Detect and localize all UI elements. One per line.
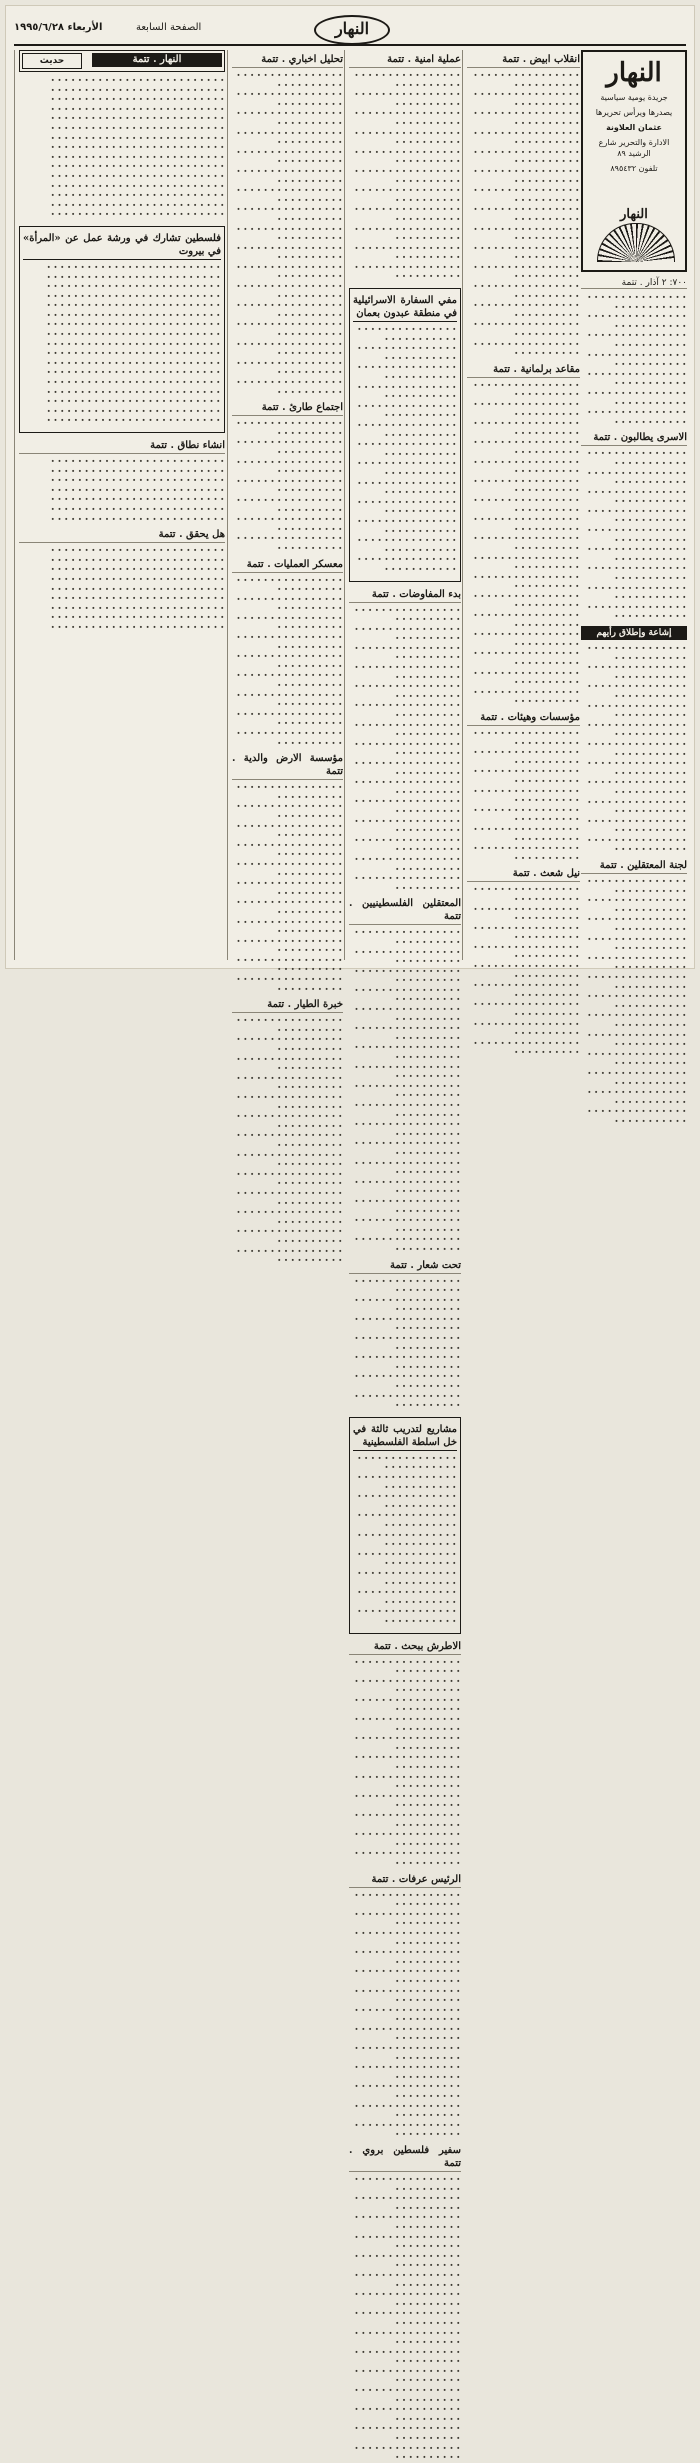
paper-logo-box [581,50,687,272]
article-body-filler: ∙ ∙ ∙ ∙ ∙ ∙ ∙ ∙ ∙ ∙ ∙ ∙ ∙ ∙ ∙ ∙ ∙ ∙ ∙ ∙ ∙ ∙ ∙ ∙ ∙ ∙ ∙ ∙ ∙ ∙ ∙ ∙ ∙ ∙ ∙ ∙ ∙ ∙ ∙ ∙ ∙ ∙ ∙ ∙ ∙ ∙ ∙ ∙ ∙ ∙ ∙ ∙ ∙ ∙ ∙ ∙ ∙ ∙ ∙ ∙ ∙ ∙ ∙ ∙ ∙ ∙ ∙ ∙ ∙ ∙ ∙ ∙ ∙ ∙ ∙ ∙ ∙ ∙ ∙ ∙ ∙ ∙ ∙ ∙ ∙ ∙ ∙ ∙ ∙ ∙ ∙ ∙ ∙ ∙ ∙ ∙ ∙ ∙ ∙ ∙ ∙ ∙ ∙ ∙ ∙ ∙ ∙ ∙ ∙ ∙ ∙ ∙ ∙ ∙ ∙ ∙ ∙ ∙ ∙ ∙ ∙ ∙ ∙ ∙ ∙ ∙ ∙ ∙ ∙ ∙ ∙ ∙ ∙ ∙ ∙ ∙ ∙ ∙ ∙ ∙ ∙ ∙ ∙ ∙ ∙ ∙ ∙ ∙ ∙ ∙ ∙ ∙ ∙ ∙ ∙ ∙ ∙ ∙ ∙ ∙ ∙ ∙ ∙ ∙ ∙ ∙ ∙ ∙ ∙ ∙ ∙ ∙ ∙ ∙ ∙ ∙ ∙ ∙ ∙ ∙ ∙ ∙ ∙ ∙ ∙ ∙ ∙ ∙ ∙ ∙ ∙ ∙ ∙ ∙ ∙ ∙ ∙ ∙ ∙ ∙ ∙ ∙ ∙ ∙ ∙ ∙ ∙ ∙ ∙ ∙ ∙ ∙ ∙ ∙ ∙ ∙ ∙ ∙ ∙ ∙ ∙ ∙ ∙ ∙ ∙ ∙ ∙ ∙ ∙ ∙ ∙ ∙ ∙ ∙ [50,546,225,631]
column-1 [581,50,687,1125]
newspaper-page [6,6,694,2462]
paper-logo-address: الادارة والتحرير شارع الرشيد ٨٩ [598,138,670,158]
boxed-article [349,288,461,581]
article-body-filler: ∙ ∙ ∙ ∙ ∙ ∙ ∙ ∙ ∙ ∙ ∙ ∙ ∙ ∙ ∙ ∙ ∙ ∙ ∙ ∙ ∙ ∙ ∙ ∙ ∙ ∙ ∙ ∙ ∙ ∙ ∙ ∙ ∙ ∙ ∙ ∙ ∙ ∙ ∙ ∙ ∙ ∙ ∙ ∙ ∙ ∙ ∙ ∙ ∙ ∙ ∙ ∙ ∙ ∙ ∙ ∙ ∙ ∙ ∙ ∙ ∙ ∙ ∙ ∙ ∙ ∙ ∙ ∙ ∙ ∙ ∙ ∙ ∙ ∙ ∙ ∙ ∙ ∙ ∙ ∙ ∙ ∙ ∙ ∙ ∙ ∙ ∙ ∙ ∙ ∙ ∙ ∙ ∙ ∙ ∙ ∙ ∙ ∙ ∙ ∙ ∙ ∙ ∙ ∙ ∙ ∙ ∙ ∙ ∙ ∙ ∙ ∙ ∙ ∙ ∙ ∙ ∙ ∙ ∙ ∙ ∙ ∙ ∙ ∙ ∙ ∙ ∙ ∙ ∙ ∙ ∙ ∙ ∙ ∙ ∙ ∙ ∙ ∙ ∙ ∙ ∙ ∙ ∙ ∙ ∙ ∙ ∙ ∙ ∙ ∙ ∙ ∙ ∙ ∙ ∙ ∙ ∙ ∙ ∙ ∙ ∙ ∙ ∙ ∙ ∙ ∙ ∙ ∙ ∙ ∙ ∙ ∙ ∙ ∙ ∙ ∙ ∙ ∙ ∙ ∙ ∙ ∙ ∙ ∙ ∙ ∙ ∙ ∙ ∙ ∙ ∙ ∙ ∙ ∙ ∙ ∙ ∙ ∙ ∙ ∙ ∙ ∙ ∙ ∙ ∙ ∙ ∙ ∙ ∙ ∙ ∙ ∙ ∙ ∙ ∙ ∙ ∙ ∙ ∙ ∙ ∙ ∙ ∙ ∙ ∙ ∙ ∙ ∙ ∙ ∙ ∙ ∙ ∙ ∙ ∙ ∙ ∙ ∙ ∙ ∙ ∙ ∙ ∙ ∙ ∙ ∙ ∙ ∙ ∙ ∙ ∙ ∙ ∙ ∙ ∙ ∙ ∙ ∙ ∙ ∙ ∙ ∙ ∙ ∙ ∙ ∙ ∙ ∙ ∙ ∙ ∙ ∙ ∙ ∙ ∙ ∙ ∙ ∙ ∙ ∙ ∙ ∙ ∙ ∙ ∙ ∙ [354,71,461,281]
article-headline: انقلاب ابيض . تتمة [467,53,580,68]
article-headline-women-workshop: فلسطين تشارك في ورشة عمل عن «المرأة» في بيروت [23,232,221,260]
column-2 [462,50,580,1057]
article-headline-settlers: لجنة المعتقلين . تتمة [581,859,687,874]
article-headline: تحليل اخباري . تتمة [232,53,343,68]
masthead [14,14,686,46]
article-body-filler: ∙ ∙ ∙ ∙ ∙ ∙ ∙ ∙ ∙ ∙ ∙ ∙ ∙ ∙ ∙ ∙ ∙ ∙ ∙ ∙ ∙ ∙ ∙ ∙ ∙ ∙ ∙ ∙ ∙ ∙ ∙ ∙ ∙ ∙ ∙ ∙ ∙ ∙ ∙ ∙ ∙ ∙ ∙ ∙ ∙ ∙ ∙ ∙ ∙ ∙ ∙ ∙ ∙ ∙ ∙ ∙ ∙ ∙ ∙ ∙ ∙ ∙ ∙ ∙ ∙ ∙ ∙ ∙ ∙ ∙ ∙ ∙ ∙ ∙ ∙ ∙ ∙ ∙ ∙ ∙ ∙ ∙ ∙ ∙ ∙ ∙ ∙ ∙ ∙ ∙ ∙ ∙ ∙ ∙ ∙ ∙ ∙ ∙ ∙ ∙ ∙ ∙ ∙ ∙ ∙ ∙ ∙ ∙ ∙ ∙ ∙ ∙ ∙ ∙ ∙ ∙ ∙ ∙ ∙ ∙ ∙ ∙ ∙ ∙ ∙ ∙ ∙ ∙ ∙ ∙ ∙ ∙ ∙ ∙ ∙ ∙ ∙ ∙ ∙ ∙ ∙ ∙ ∙ ∙ ∙ ∙ ∙ ∙ ∙ ∙ ∙ ∙ ∙ ∙ ∙ ∙ ∙ ∙ ∙ ∙ ∙ ∙ ∙ ∙ ∙ ∙ ∙ ∙ ∙ ∙ ∙ ∙ ∙ ∙ ∙ ∙ ∙ ∙ ∙ ∙ ∙ ∙ ∙ ∙ ∙ ∙ ∙ ∙ ∙ ∙ ∙ ∙ ∙ ∙ ∙ ∙ ∙ ∙ ∙ ∙ ∙ ∙ ∙ ∙ ∙ ∙ ∙ ∙ ∙ ∙ ∙ ∙ ∙ ∙ ∙ ∙ ∙ ∙ ∙ ∙ ∙ ∙ ∙ ∙ ∙ ∙ ∙ ∙ ∙ ∙ ∙ ∙ ∙ ∙ ∙ ∙ ∙ ∙ ∙ ∙ ∙ ∙ ∙ ∙ ∙ ∙ ∙ ∙ ∙ ∙ ∙ ∙ ∙ ∙ ∙ ∙ ∙ ∙ ∙ ∙ ∙ ∙ ∙ ∙ ∙ ∙ ∙ ∙ ∙ ∙ ∙ ∙ ∙ ∙ ∙ ∙ ∙ ∙ ∙ ∙ ∙ ∙ ∙ ∙ ∙ ∙ ∙ ∙ ∙ ∙ ∙ ∙ ∙ ∙ ∙ ∙ ∙ ∙ ∙ ∙ ∙ ∙ ∙ ∙ ∙ ∙ ∙ ∙ ∙ ∙ ∙ ∙ ∙ ∙ ∙ ∙ ∙ ∙ ∙ ∙ ∙ ∙ ∙ ∙ ∙ ∙ ∙ ∙ ∙ ∙ ∙ ∙ ∙ ∙ ∙ ∙ ∙ ∙ [354,1890,461,2139]
article-body-filler: ∙ ∙ ∙ ∙ ∙ ∙ ∙ ∙ ∙ ∙ ∙ ∙ ∙ ∙ ∙ ∙ ∙ ∙ ∙ ∙ ∙ ∙ ∙ ∙ ∙ ∙ ∙ ∙ ∙ ∙ ∙ ∙ ∙ ∙ ∙ ∙ ∙ ∙ ∙ ∙ ∙ ∙ ∙ ∙ ∙ ∙ ∙ ∙ ∙ ∙ ∙ ∙ ∙ ∙ ∙ ∙ ∙ ∙ ∙ ∙ ∙ ∙ ∙ ∙ ∙ ∙ ∙ ∙ ∙ ∙ ∙ ∙ ∙ ∙ ∙ ∙ ∙ ∙ ∙ ∙ ∙ ∙ ∙ ∙ ∙ ∙ ∙ ∙ ∙ ∙ ∙ ∙ ∙ ∙ ∙ ∙ ∙ ∙ ∙ ∙ ∙ ∙ ∙ ∙ ∙ ∙ ∙ ∙ ∙ ∙ ∙ ∙ ∙ ∙ ∙ ∙ ∙ ∙ ∙ ∙ ∙ ∙ ∙ ∙ ∙ ∙ ∙ ∙ ∙ ∙ ∙ ∙ ∙ ∙ ∙ ∙ ∙ ∙ ∙ ∙ ∙ ∙ ∙ ∙ ∙ ∙ ∙ ∙ ∙ ∙ ∙ ∙ ∙ ∙ ∙ ∙ ∙ ∙ ∙ ∙ ∙ ∙ ∙ ∙ ∙ ∙ ∙ ∙ ∙ ∙ ∙ ∙ ∙ ∙ ∙ ∙ ∙ ∙ ∙ ∙ ∙ ∙ ∙ ∙ ∙ ∙ ∙ ∙ ∙ ∙ ∙ ∙ ∙ ∙ ∙ ∙ ∙ ∙ ∙ ∙ ∙ ∙ ∙ ∙ ∙ ∙ ∙ ∙ ∙ ∙ ∙ ∙ ∙ ∙ ∙ ∙ ∙ ∙ ∙ ∙ ∙ ∙ ∙ ∙ ∙ ∙ ∙ ∙ ∙ ∙ ∙ ∙ ∙ ∙ ∙ ∙ ∙ ∙ ∙ ∙ ∙ ∙ ∙ ∙ ∙ ∙ ∙ ∙ ∙ ∙ ∙ ∙ ∙ ∙ ∙ ∙ ∙ ∙ ∙ ∙ ∙ ∙ ∙ ∙ ∙ ∙ ∙ ∙ ∙ ∙ ∙ ∙ ∙ ∙ ∙ ∙ ∙ ∙ ∙ ∙ ∙ ∙ ∙ ∙ ∙ ∙ ∙ ∙ ∙ ∙ ∙ ∙ ∙ ∙ ∙ ∙ ∙ ∙ ∙ ∙ ∙ ∙ ∙ ∙ ∙ ∙ ∙ ∙ ∙ ∙ ∙ ∙ ∙ ∙ ∙ ∙ ∙ ∙ ∙ ∙ ∙ ∙ ∙ ∙ ∙ ∙ ∙ ∙ ∙ ∙ ∙ ∙ ∙ ∙ ∙ ∙ ∙ ∙ [236,1016,343,1265]
article-body-filler: ∙ ∙ ∙ ∙ ∙ ∙ ∙ ∙ ∙ ∙ ∙ ∙ ∙ ∙ ∙ ∙ ∙ ∙ ∙ ∙ ∙ ∙ ∙ ∙ ∙ ∙ ∙ ∙ ∙ ∙ ∙ ∙ ∙ ∙ ∙ ∙ ∙ ∙ ∙ ∙ ∙ ∙ ∙ ∙ ∙ ∙ ∙ ∙ ∙ ∙ ∙ ∙ ∙ ∙ ∙ ∙ ∙ ∙ ∙ ∙ ∙ ∙ ∙ ∙ ∙ ∙ ∙ ∙ ∙ ∙ ∙ ∙ ∙ ∙ ∙ ∙ ∙ ∙ ∙ ∙ ∙ ∙ ∙ ∙ ∙ ∙ ∙ ∙ ∙ ∙ ∙ ∙ ∙ ∙ ∙ ∙ ∙ ∙ ∙ ∙ ∙ ∙ ∙ ∙ ∙ ∙ ∙ ∙ ∙ ∙ ∙ ∙ ∙ ∙ ∙ ∙ ∙ ∙ ∙ ∙ ∙ ∙ ∙ ∙ ∙ ∙ ∙ ∙ ∙ ∙ ∙ ∙ ∙ ∙ ∙ ∙ ∙ ∙ ∙ ∙ ∙ ∙ ∙ ∙ ∙ ∙ ∙ ∙ ∙ ∙ ∙ ∙ ∙ ∙ ∙ ∙ ∙ ∙ ∙ ∙ ∙ ∙ ∙ ∙ ∙ ∙ ∙ ∙ ∙ ∙ ∙ ∙ ∙ ∙ ∙ ∙ ∙ ∙ ∙ ∙ ∙ ∙ ∙ ∙ ∙ ∙ ∙ ∙ ∙ ∙ ∙ ∙ ∙ ∙ ∙ ∙ ∙ ∙ ∙ ∙ ∙ ∙ ∙ ∙ ∙ ∙ ∙ ∙ ∙ ∙ ∙ ∙ ∙ ∙ ∙ ∙ ∙ ∙ ∙ ∙ ∙ ∙ ∙ ∙ ∙ ∙ ∙ ∙ ∙ ∙ ∙ ∙ ∙ ∙ ∙ ∙ ∙ ∙ ∙ ∙ ∙ ∙ ∙ ∙ ∙ ∙ ∙ ∙ ∙ ∙ ∙ ∙ ∙ ∙ ∙ ∙ ∙ ∙ ∙ ∙ ∙ ∙ ∙ ∙ ∙ ∙ ∙ ∙ ∙ ∙ ∙ ∙ ∙ ∙ ∙ ∙ ∙ ∙ ∙ ∙ ∙ ∙ ∙ ∙ ∙ ∙ ∙ ∙ ∙ ∙ ∙ ∙ ∙ ∙ ∙ ∙ ∙ ∙ ∙ ∙ ∙ ∙ ∙ ∙ ∙ ∙ ∙ ∙ ∙ ∙ ∙ ∙ ∙ ∙ ∙ ∙ ∙ ∙ ∙ ∙ ∙ ∙ ∙ ∙ ∙ ∙ ∙ ∙ ∙ ∙ ∙ ∙ ∙ ∙ ∙ ∙ ∙ ∙ ∙ ∙ ∙ ∙ ∙ ∙ ∙ ∙ ∙ ∙ ∙ ∙ ∙ ∙ ∙ ∙ ∙ ∙ ∙ ∙ ∙ ∙ ∙ ∙ ∙ ∙ ∙ ∙ ∙ ∙ ∙ ∙ ∙ ∙ ∙ ∙ ∙ ∙ ∙ ∙ ∙ ∙ ∙ ∙ ∙ ∙ ∙ ∙ ∙ ∙ ∙ ∙ [50,76,225,219]
article-body-filler: ∙ ∙ ∙ ∙ ∙ ∙ ∙ ∙ ∙ ∙ ∙ ∙ ∙ ∙ ∙ ∙ ∙ ∙ ∙ ∙ ∙ ∙ ∙ ∙ ∙ ∙ ∙ ∙ ∙ ∙ ∙ ∙ ∙ ∙ ∙ ∙ ∙ ∙ ∙ ∙ ∙ ∙ ∙ ∙ ∙ ∙ ∙ ∙ ∙ ∙ ∙ ∙ ∙ ∙ ∙ ∙ ∙ ∙ ∙ ∙ ∙ ∙ ∙ ∙ ∙ ∙ ∙ ∙ ∙ ∙ ∙ ∙ ∙ ∙ ∙ ∙ ∙ ∙ ∙ ∙ ∙ ∙ ∙ ∙ ∙ ∙ ∙ ∙ ∙ ∙ ∙ ∙ ∙ ∙ ∙ ∙ ∙ ∙ ∙ ∙ ∙ ∙ ∙ ∙ ∙ ∙ ∙ ∙ ∙ ∙ ∙ ∙ ∙ ∙ ∙ ∙ ∙ ∙ ∙ ∙ ∙ ∙ ∙ ∙ ∙ ∙ ∙ ∙ ∙ ∙ ∙ ∙ ∙ ∙ ∙ ∙ ∙ ∙ ∙ ∙ ∙ ∙ ∙ ∙ ∙ ∙ ∙ ∙ ∙ ∙ ∙ ∙ ∙ ∙ ∙ ∙ ∙ ∙ ∙ ∙ ∙ ∙ ∙ ∙ ∙ ∙ ∙ ∙ ∙ ∙ ∙ ∙ ∙ ∙ ∙ ∙ ∙ ∙ ∙ ∙ ∙ ∙ [50,457,225,523]
article-headline-embassy: مفي السفارة الاسرائيلية في منطقة عبدون بعمان [353,294,457,322]
paper-logo-editor: عثمان العلاونة [606,123,662,132]
article-body-filler: ∙ ∙ ∙ ∙ ∙ ∙ ∙ ∙ ∙ ∙ ∙ ∙ ∙ ∙ ∙ ∙ ∙ ∙ ∙ ∙ ∙ ∙ ∙ ∙ ∙ ∙ ∙ ∙ ∙ ∙ ∙ ∙ ∙ ∙ ∙ ∙ ∙ ∙ ∙ ∙ ∙ ∙ ∙ ∙ ∙ ∙ ∙ ∙ ∙ ∙ ∙ ∙ ∙ ∙ ∙ ∙ ∙ ∙ ∙ ∙ ∙ ∙ ∙ ∙ ∙ ∙ ∙ ∙ ∙ ∙ ∙ ∙ ∙ ∙ ∙ ∙ ∙ ∙ ∙ ∙ ∙ ∙ ∙ ∙ ∙ ∙ ∙ ∙ ∙ ∙ ∙ ∙ ∙ ∙ ∙ ∙ ∙ ∙ ∙ ∙ ∙ ∙ ∙ ∙ ∙ ∙ ∙ ∙ ∙ ∙ ∙ ∙ ∙ ∙ ∙ ∙ ∙ ∙ ∙ ∙ ∙ ∙ ∙ ∙ ∙ ∙ ∙ ∙ ∙ ∙ ∙ ∙ ∙ ∙ ∙ ∙ ∙ ∙ ∙ ∙ ∙ ∙ ∙ ∙ ∙ ∙ ∙ ∙ ∙ ∙ ∙ ∙ ∙ ∙ ∙ ∙ ∙ ∙ ∙ ∙ ∙ ∙ ∙ ∙ ∙ ∙ ∙ ∙ ∙ ∙ ∙ ∙ ∙ ∙ ∙ ∙ ∙ ∙ ∙ ∙ ∙ ∙ ∙ ∙ ∙ ∙ ∙ ∙ ∙ ∙ ∙ ∙ ∙ ∙ ∙ ∙ ∙ ∙ ∙ ∙ ∙ ∙ ∙ ∙ ∙ ∙ ∙ ∙ ∙ ∙ ∙ ∙ ∙ ∙ ∙ ∙ ∙ ∙ ∙ ∙ ∙ ∙ ∙ ∙ ∙ ∙ ∙ ∙ ∙ ∙ ∙ ∙ ∙ ∙ ∙ ∙ ∙ ∙ ∙ ∙ ∙ ∙ ∙ ∙ ∙ ∙ ∙ ∙ ∙ ∙ ∙ ∙ ∙ ∙ ∙ ∙ ∙ ∙ ∙ ∙ ∙ ∙ ∙ ∙ ∙ ∙ ∙ ∙ ∙ ∙ ∙ ∙ ∙ ∙ ∙ ∙ ∙ ∙ ∙ ∙ ∙ ∙ ∙ ∙ ∙ ∙ ∙ ∙ ∙ ∙ ∙ ∙ ∙ ∙ ∙ ∙ ∙ ∙ ∙ ∙ ∙ ∙ ∙ ∙ ∙ ∙ ∙ ∙ ∙ ∙ ∙ ∙ ∙ ∙ ∙ ∙ ∙ ∙ ∙ ∙ ∙ ∙ ∙ ∙ ∙ ∙ ∙ ∙ ∙ ∙ ∙ ∙ ∙ ∙ ∙ ∙ ∙ ∙ [587,877,687,1125]
masthead-logo: النهار [314,15,390,45]
article-body-filler: ∙ ∙ ∙ ∙ ∙ ∙ ∙ ∙ ∙ ∙ ∙ ∙ ∙ ∙ ∙ ∙ ∙ ∙ ∙ ∙ ∙ ∙ ∙ ∙ ∙ ∙ ∙ ∙ ∙ ∙ ∙ ∙ ∙ ∙ ∙ ∙ ∙ ∙ ∙ ∙ ∙ ∙ ∙ ∙ ∙ ∙ ∙ ∙ ∙ ∙ ∙ ∙ ∙ ∙ ∙ ∙ ∙ ∙ ∙ ∙ ∙ ∙ ∙ ∙ ∙ ∙ ∙ ∙ ∙ ∙ ∙ ∙ ∙ ∙ ∙ ∙ ∙ ∙ ∙ ∙ ∙ ∙ ∙ ∙ ∙ ∙ ∙ ∙ ∙ ∙ ∙ ∙ ∙ ∙ ∙ ∙ ∙ ∙ ∙ ∙ ∙ ∙ ∙ ∙ ∙ ∙ ∙ ∙ ∙ ∙ ∙ ∙ ∙ ∙ ∙ ∙ ∙ ∙ ∙ ∙ ∙ ∙ ∙ ∙ ∙ ∙ ∙ ∙ ∙ ∙ ∙ ∙ ∙ ∙ ∙ ∙ ∙ ∙ ∙ ∙ ∙ ∙ ∙ ∙ ∙ ∙ ∙ ∙ ∙ ∙ ∙ ∙ ∙ ∙ ∙ ∙ ∙ ∙ ∙ ∙ ∙ ∙ ∙ ∙ ∙ ∙ ∙ ∙ ∙ ∙ ∙ ∙ ∙ ∙ ∙ ∙ ∙ ∙ ∙ ∙ ∙ ∙ ∙ ∙ ∙ ∙ ∙ ∙ ∙ ∙ ∙ ∙ ∙ ∙ ∙ ∙ ∙ ∙ ∙ ∙ ∙ ∙ ∙ ∙ ∙ ∙ ∙ ∙ ∙ ∙ ∙ ∙ ∙ ∙ ∙ ∙ ∙ ∙ ∙ ∙ ∙ ∙ ∙ ∙ ∙ ∙ ∙ ∙ ∙ ∙ ∙ ∙ ∙ ∙ ∙ ∙ ∙ ∙ ∙ ∙ ∙ ∙ ∙ ∙ ∙ ∙ ∙ ∙ ∙ ∙ ∙ ∙ ∙ ∙ ∙ ∙ ∙ ∙ ∙ ∙ ∙ ∙ ∙ ∙ ∙ ∙ ∙ ∙ ∙ ∙ ∙ ∙ ∙ ∙ ∙ ∙ ∙ ∙ ∙ ∙ ∙ ∙ ∙ ∙ ∙ ∙ ∙ ∙ ∙ ∙ ∙ ∙ ∙ ∙ ∙ ∙ ∙ ∙ ∙ ∙ ∙ ∙ ∙ ∙ ∙ ∙ ∙ ∙ ∙ ∙ ∙ ∙ ∙ ∙ ∙ ∙ ∙ ∙ ∙ ∙ ∙ ∙ ∙ ∙ ∙ ∙ ∙ ∙ ∙ ∙ ∙ ∙ ∙ ∙ ∙ ∙ ∙ ∙ ∙ ∙ ∙ ∙ ∙ ∙ ∙ ∙ ∙ ∙ ∙ ∙ ∙ ∙ ∙ ∙ ∙ ∙ ∙ ∙ ∙ ∙ ∙ ∙ ∙ ∙ ∙ ∙ ∙ ∙ ∙ ∙ ∙ ∙ ∙ ∙ ∙ ∙ ∙ ∙ ∙ ∙ ∙ ∙ ∙ ∙ ∙ ∙ ∙ ∙ ∙ ∙ ∙ ∙ ∙ ∙ ∙ ∙ ∙ ∙ ∙ ∙ ∙ ∙ ∙ ∙ ∙ ∙ ∙ ∙ ∙ ∙ ∙ ∙ ∙ ∙ ∙ ∙ ∙ ∙ ∙ ∙ ∙ ∙ ∙ ∙ ∙ ∙ ∙ ∙ ∙ ∙ ∙ ∙ ∙ ∙ ∙ ∙ ∙ ∙ ∙ ∙ ∙ ∙ [236,71,343,396]
section-date-header: ٧٠٠: ٢ آذار . تتمة [581,278,687,289]
article-body-filler: ∙ ∙ ∙ ∙ ∙ ∙ ∙ ∙ ∙ ∙ ∙ ∙ ∙ ∙ ∙ ∙ ∙ ∙ ∙ ∙ ∙ ∙ ∙ ∙ ∙ ∙ ∙ ∙ ∙ ∙ ∙ ∙ ∙ ∙ ∙ ∙ ∙ ∙ ∙ ∙ ∙ ∙ ∙ ∙ ∙ ∙ ∙ ∙ ∙ ∙ ∙ ∙ ∙ ∙ ∙ ∙ ∙ ∙ ∙ ∙ ∙ ∙ ∙ ∙ ∙ ∙ ∙ ∙ ∙ ∙ ∙ ∙ ∙ ∙ ∙ ∙ ∙ ∙ ∙ ∙ ∙ ∙ ∙ ∙ ∙ ∙ ∙ ∙ ∙ ∙ ∙ ∙ ∙ ∙ ∙ ∙ ∙ ∙ ∙ ∙ ∙ ∙ ∙ ∙ ∙ ∙ ∙ ∙ ∙ ∙ ∙ ∙ ∙ ∙ ∙ ∙ ∙ ∙ ∙ ∙ ∙ ∙ ∙ ∙ ∙ ∙ ∙ ∙ ∙ ∙ ∙ ∙ ∙ ∙ ∙ ∙ ∙ ∙ ∙ ∙ ∙ ∙ ∙ ∙ ∙ ∙ ∙ ∙ ∙ ∙ ∙ ∙ ∙ ∙ ∙ ∙ ∙ ∙ ∙ ∙ ∙ ∙ ∙ ∙ ∙ ∙ ∙ ∙ ∙ ∙ ∙ ∙ ∙ ∙ ∙ ∙ ∙ ∙ ∙ ∙ ∙ ∙ ∙ ∙ ∙ ∙ ∙ ∙ ∙ ∙ ∙ ∙ ∙ ∙ ∙ ∙ ∙ ∙ ∙ ∙ ∙ ∙ ∙ ∙ ∙ ∙ ∙ ∙ ∙ ∙ ∙ ∙ ∙ ∙ ∙ ∙ ∙ ∙ ∙ ∙ ∙ ∙ ∙ ∙ ∙ ∙ ∙ ∙ ∙ ∙ ∙ ∙ ∙ ∙ ∙ ∙ ∙ ∙ ∙ ∙ ∙ ∙ ∙ ∙ ∙ ∙ ∙ ∙ ∙ ∙ ∙ ∙ ∙ ∙ ∙ ∙ ∙ ∙ ∙ ∙ ∙ ∙ ∙ ∙ ∙ ∙ ∙ ∙ ∙ ∙ ∙ ∙ ∙ ∙ ∙ ∙ ∙ ∙ ∙ ∙ ∙ ∙ ∙ ∙ ∙ ∙ ∙ ∙ ∙ ∙ ∙ ∙ ∙ ∙ ∙ ∙ ∙ ∙ ∙ ∙ ∙ ∙ ∙ ∙ ∙ ∙ ∙ ∙ ∙ ∙ ∙ ∙ ∙ ∙ ∙ ∙ ∙ ∙ ∙ ∙ ∙ ∙ ∙ ∙ ∙ ∙ ∙ ∙ ∙ ∙ ∙ ∙ ∙ ∙ ∙ ∙ ∙ ∙ ∙ ∙ ∙ ∙ ∙ ∙ ∙ ∙ ∙ ∙ ∙ ∙ ∙ ∙ ∙ ∙ ∙ ∙ ∙ ∙ ∙ ∙ ∙ ∙ ∙ ∙ ∙ ∙ ∙ ∙ ∙ ∙ ∙ ∙ ∙ ∙ ∙ ∙ ∙ ∙ ∙ ∙ ∙ ∙ ∙ ∙ ∙ ∙ ∙ ∙ ∙ ∙ ∙ ∙ ∙ ∙ ∙ ∙ ∙ ∙ ∙ ∙ ∙ ∙ ∙ ∙ ∙ ∙ ∙ ∙ ∙ ∙ ∙ ∙ ∙ ∙ ∙ ∙ ∙ ∙ ∙ ∙ ∙ ∙ ∙ ∙ ∙ ∙ ∙ ∙ ∙ ∙ ∙ ∙ ∙ ∙ ∙ ∙ ∙ ∙ ∙ ∙ ∙ ∙ [473,380,580,706]
article-headline: المعتقلين الفلسطينيين . تتمة [349,897,461,925]
article-body-filler: ∙ ∙ ∙ ∙ ∙ ∙ ∙ ∙ ∙ ∙ ∙ ∙ ∙ ∙ ∙ ∙ ∙ ∙ ∙ ∙ ∙ ∙ ∙ ∙ ∙ ∙ ∙ ∙ ∙ ∙ ∙ ∙ ∙ ∙ ∙ ∙ ∙ ∙ ∙ ∙ ∙ ∙ ∙ ∙ ∙ ∙ ∙ ∙ ∙ ∙ ∙ ∙ ∙ ∙ ∙ ∙ ∙ ∙ ∙ ∙ ∙ ∙ ∙ ∙ ∙ ∙ ∙ ∙ ∙ ∙ ∙ ∙ ∙ ∙ ∙ ∙ ∙ ∙ ∙ ∙ ∙ ∙ ∙ ∙ ∙ ∙ ∙ ∙ ∙ ∙ ∙ ∙ ∙ ∙ ∙ ∙ ∙ ∙ ∙ ∙ ∙ ∙ ∙ ∙ ∙ ∙ ∙ ∙ ∙ ∙ ∙ ∙ ∙ ∙ ∙ ∙ ∙ ∙ ∙ ∙ ∙ ∙ ∙ ∙ ∙ ∙ ∙ ∙ ∙ ∙ ∙ ∙ ∙ ∙ ∙ ∙ ∙ ∙ ∙ ∙ ∙ ∙ ∙ ∙ ∙ ∙ ∙ ∙ ∙ ∙ ∙ ∙ ∙ ∙ ∙ ∙ ∙ ∙ ∙ ∙ ∙ ∙ ∙ ∙ ∙ ∙ ∙ ∙ ∙ ∙ ∙ ∙ ∙ ∙ ∙ ∙ ∙ ∙ ∙ ∙ ∙ ∙ [587,293,687,426]
article-headline: الرئيس عرفات . تتمة [349,1873,461,1888]
article-headline: اجتماع طارئ . تتمة [232,401,343,416]
article-body-filler: ∙ ∙ ∙ ∙ ∙ ∙ ∙ ∙ ∙ ∙ ∙ ∙ ∙ ∙ ∙ ∙ ∙ ∙ ∙ ∙ ∙ ∙ ∙ ∙ ∙ ∙ ∙ ∙ ∙ ∙ ∙ ∙ ∙ ∙ ∙ ∙ ∙ ∙ ∙ ∙ ∙ ∙ ∙ ∙ ∙ ∙ ∙ ∙ ∙ ∙ ∙ ∙ ∙ ∙ ∙ ∙ ∙ ∙ ∙ ∙ ∙ ∙ ∙ ∙ ∙ ∙ ∙ ∙ ∙ ∙ ∙ ∙ ∙ ∙ ∙ ∙ ∙ ∙ ∙ ∙ ∙ ∙ ∙ ∙ ∙ ∙ ∙ ∙ ∙ ∙ ∙ ∙ ∙ ∙ ∙ ∙ ∙ ∙ ∙ ∙ ∙ ∙ ∙ ∙ ∙ ∙ ∙ ∙ ∙ ∙ ∙ ∙ ∙ ∙ ∙ ∙ ∙ ∙ ∙ ∙ ∙ ∙ ∙ ∙ ∙ ∙ ∙ ∙ ∙ ∙ ∙ ∙ ∙ ∙ ∙ ∙ ∙ ∙ ∙ ∙ ∙ ∙ ∙ ∙ ∙ ∙ ∙ ∙ ∙ ∙ ∙ ∙ ∙ ∙ ∙ ∙ ∙ ∙ ∙ ∙ ∙ ∙ ∙ ∙ ∙ ∙ ∙ ∙ ∙ ∙ ∙ ∙ ∙ ∙ ∙ ∙ ∙ ∙ ∙ ∙ ∙ ∙ [473,729,580,862]
hadith-label: حديث [22,53,82,69]
boxed-article [349,1417,461,1634]
paper-logo-watermark: النهار [620,207,648,222]
article-body-filler: ∙ ∙ ∙ ∙ ∙ ∙ ∙ ∙ ∙ ∙ ∙ ∙ ∙ ∙ ∙ ∙ ∙ ∙ ∙ ∙ ∙ ∙ ∙ ∙ ∙ ∙ ∙ ∙ ∙ ∙ ∙ ∙ ∙ ∙ ∙ ∙ ∙ ∙ ∙ ∙ ∙ ∙ ∙ ∙ ∙ ∙ ∙ ∙ ∙ ∙ ∙ ∙ ∙ ∙ ∙ ∙ ∙ ∙ ∙ ∙ ∙ ∙ ∙ ∙ ∙ ∙ ∙ ∙ ∙ ∙ ∙ ∙ ∙ ∙ ∙ ∙ ∙ ∙ ∙ ∙ ∙ ∙ ∙ ∙ ∙ ∙ ∙ ∙ ∙ ∙ ∙ ∙ ∙ ∙ ∙ ∙ ∙ ∙ ∙ ∙ ∙ ∙ ∙ ∙ ∙ ∙ ∙ ∙ ∙ ∙ ∙ ∙ ∙ ∙ ∙ ∙ ∙ ∙ ∙ ∙ ∙ ∙ ∙ ∙ ∙ ∙ ∙ ∙ ∙ ∙ ∙ ∙ ∙ ∙ ∙ ∙ ∙ ∙ ∙ ∙ ∙ ∙ ∙ ∙ ∙ ∙ ∙ ∙ ∙ ∙ ∙ ∙ ∙ ∙ ∙ ∙ ∙ ∙ ∙ ∙ ∙ ∙ ∙ ∙ ∙ ∙ ∙ ∙ ∙ ∙ ∙ ∙ ∙ ∙ ∙ ∙ ∙ ∙ ∙ ∙ ∙ ∙ [236,419,343,552]
article-body-filler: ∙ ∙ ∙ ∙ ∙ ∙ ∙ ∙ ∙ ∙ ∙ ∙ ∙ ∙ ∙ ∙ ∙ ∙ ∙ ∙ ∙ ∙ ∙ ∙ ∙ ∙ ∙ ∙ ∙ ∙ ∙ ∙ ∙ ∙ ∙ ∙ ∙ ∙ ∙ ∙ ∙ ∙ ∙ ∙ ∙ ∙ ∙ ∙ ∙ ∙ ∙ ∙ ∙ ∙ ∙ ∙ ∙ ∙ ∙ ∙ ∙ ∙ ∙ ∙ ∙ ∙ ∙ ∙ ∙ ∙ ∙ ∙ ∙ ∙ ∙ ∙ ∙ ∙ ∙ ∙ ∙ ∙ ∙ ∙ ∙ ∙ ∙ ∙ ∙ ∙ ∙ ∙ ∙ ∙ ∙ ∙ ∙ ∙ ∙ ∙ ∙ ∙ ∙ ∙ ∙ ∙ ∙ ∙ ∙ ∙ ∙ ∙ ∙ ∙ ∙ ∙ ∙ ∙ ∙ ∙ ∙ ∙ ∙ ∙ ∙ ∙ ∙ ∙ ∙ ∙ ∙ ∙ ∙ ∙ ∙ ∙ ∙ ∙ ∙ ∙ ∙ ∙ ∙ ∙ ∙ ∙ ∙ ∙ ∙ ∙ ∙ ∙ ∙ ∙ ∙ ∙ ∙ ∙ ∙ ∙ ∙ ∙ ∙ ∙ ∙ ∙ ∙ ∙ ∙ ∙ ∙ ∙ ∙ ∙ ∙ ∙ ∙ ∙ ∙ ∙ ∙ ∙ ∙ ∙ ∙ ∙ ∙ ∙ ∙ ∙ ∙ ∙ ∙ ∙ ∙ ∙ ∙ ∙ ∙ ∙ ∙ ∙ ∙ ∙ ∙ ∙ ∙ ∙ ∙ ∙ ∙ ∙ ∙ ∙ ∙ ∙ ∙ ∙ ∙ ∙ ∙ ∙ ∙ ∙ ∙ ∙ ∙ ∙ ∙ ∙ ∙ ∙ ∙ ∙ [587,449,687,621]
hadith-title: النهار . تتمة [92,53,222,67]
column-5 [14,50,225,960]
article-body-filler: ∙ ∙ ∙ ∙ ∙ ∙ ∙ ∙ ∙ ∙ ∙ ∙ ∙ ∙ ∙ ∙ ∙ ∙ ∙ ∙ ∙ ∙ ∙ ∙ ∙ ∙ ∙ ∙ ∙ ∙ ∙ ∙ ∙ ∙ ∙ ∙ ∙ ∙ ∙ ∙ ∙ ∙ ∙ ∙ ∙ ∙ ∙ ∙ ∙ ∙ ∙ ∙ ∙ ∙ ∙ ∙ ∙ ∙ ∙ ∙ ∙ ∙ ∙ ∙ ∙ ∙ ∙ ∙ ∙ ∙ ∙ ∙ ∙ ∙ ∙ ∙ ∙ ∙ ∙ ∙ ∙ ∙ ∙ ∙ ∙ ∙ ∙ ∙ ∙ ∙ ∙ ∙ ∙ ∙ ∙ ∙ ∙ ∙ ∙ ∙ ∙ ∙ ∙ ∙ ∙ ∙ ∙ ∙ ∙ ∙ ∙ ∙ ∙ ∙ ∙ ∙ ∙ ∙ ∙ ∙ ∙ ∙ ∙ ∙ ∙ ∙ ∙ ∙ ∙ ∙ ∙ ∙ ∙ ∙ ∙ ∙ ∙ ∙ ∙ ∙ ∙ ∙ ∙ ∙ ∙ ∙ ∙ ∙ ∙ ∙ ∙ ∙ ∙ ∙ ∙ ∙ ∙ ∙ ∙ ∙ ∙ ∙ ∙ ∙ ∙ ∙ ∙ ∙ ∙ ∙ ∙ ∙ ∙ ∙ ∙ ∙ ∙ ∙ ∙ ∙ ∙ ∙ ∙ ∙ ∙ ∙ ∙ ∙ ∙ ∙ ∙ ∙ ∙ ∙ ∙ ∙ ∙ ∙ ∙ ∙ ∙ ∙ ∙ ∙ ∙ ∙ ∙ ∙ ∙ ∙ ∙ ∙ ∙ ∙ ∙ ∙ ∙ ∙ ∙ ∙ ∙ ∙ ∙ ∙ ∙ ∙ ∙ ∙ ∙ ∙ ∙ ∙ ∙ ∙ ∙ ∙ ∙ ∙ ∙ ∙ ∙ ∙ ∙ ∙ ∙ ∙ ∙ ∙ ∙ ∙ ∙ ∙ ∙ ∙ ∙ ∙ ∙ ∙ ∙ ∙ ∙ ∙ ∙ ∙ ∙ ∙ ∙ ∙ ∙ ∙ ∙ ∙ ∙ ∙ ∙ ∙ ∙ ∙ ∙ ∙ ∙ ∙ ∙ ∙ ∙ ∙ ∙ ∙ ∙ ∙ ∙ ∙ ∙ ∙ ∙ ∙ ∙ ∙ ∙ ∙ ∙ ∙ ∙ ∙ ∙ ∙ ∙ ∙ ∙ ∙ ∙ ∙ ∙ ∙ ∙ ∙ ∙ ∙ ∙ ∙ ∙ ∙ ∙ ∙ ∙ ∙ ∙ ∙ ∙ ∙ ∙ ∙ ∙ ∙ ∙ ∙ ∙ ∙ [357,325,457,573]
article-body-filler: ∙ ∙ ∙ ∙ ∙ ∙ ∙ ∙ ∙ ∙ ∙ ∙ ∙ ∙ ∙ ∙ ∙ ∙ ∙ ∙ ∙ ∙ ∙ ∙ ∙ ∙ ∙ ∙ ∙ ∙ ∙ ∙ ∙ ∙ ∙ ∙ ∙ ∙ ∙ ∙ ∙ ∙ ∙ ∙ ∙ ∙ ∙ ∙ ∙ ∙ ∙ ∙ ∙ ∙ ∙ ∙ ∙ ∙ ∙ ∙ ∙ ∙ ∙ ∙ ∙ ∙ ∙ ∙ ∙ ∙ ∙ ∙ ∙ ∙ ∙ ∙ ∙ ∙ ∙ ∙ ∙ ∙ ∙ ∙ ∙ ∙ ∙ ∙ ∙ ∙ ∙ ∙ ∙ ∙ ∙ ∙ ∙ ∙ ∙ ∙ ∙ ∙ ∙ ∙ ∙ ∙ ∙ ∙ ∙ ∙ ∙ ∙ ∙ ∙ ∙ ∙ ∙ ∙ ∙ ∙ ∙ ∙ ∙ ∙ ∙ ∙ ∙ ∙ ∙ ∙ ∙ ∙ ∙ ∙ ∙ ∙ ∙ ∙ ∙ ∙ ∙ ∙ ∙ ∙ ∙ ∙ ∙ ∙ ∙ ∙ ∙ ∙ ∙ ∙ ∙ ∙ ∙ ∙ ∙ ∙ ∙ ∙ ∙ ∙ ∙ ∙ ∙ ∙ ∙ ∙ ∙ ∙ ∙ ∙ ∙ ∙ ∙ ∙ ∙ ∙ ∙ ∙ ∙ ∙ ∙ ∙ ∙ ∙ ∙ ∙ ∙ ∙ ∙ ∙ ∙ ∙ ∙ ∙ ∙ ∙ ∙ ∙ ∙ ∙ ∙ ∙ ∙ ∙ ∙ ∙ ∙ ∙ ∙ ∙ ∙ ∙ ∙ ∙ ∙ ∙ ∙ ∙ ∙ ∙ ∙ ∙ ∙ ∙ ∙ ∙ ∙ ∙ ∙ ∙ ∙ ∙ ∙ ∙ ∙ ∙ ∙ ∙ ∙ ∙ ∙ ∙ ∙ ∙ ∙ ∙ ∙ ∙ ∙ ∙ ∙ ∙ ∙ ∙ ∙ ∙ ∙ ∙ ∙ ∙ ∙ ∙ ∙ ∙ ∙ ∙ ∙ ∙ ∙ ∙ ∙ ∙ ∙ ∙ ∙ ∙ ∙ ∙ ∙ ∙ ∙ ∙ [236,783,343,993]
article-headline: مؤسسات وهيئات . تتمة [467,711,580,726]
article-headline: هل يحقق . تتمة [19,528,225,543]
article-body-filler: ∙ ∙ ∙ ∙ ∙ ∙ ∙ ∙ ∙ ∙ ∙ ∙ ∙ ∙ ∙ ∙ ∙ ∙ ∙ ∙ ∙ ∙ ∙ ∙ ∙ ∙ ∙ ∙ ∙ ∙ ∙ ∙ ∙ ∙ ∙ ∙ ∙ ∙ ∙ ∙ ∙ ∙ ∙ ∙ ∙ ∙ ∙ ∙ ∙ ∙ ∙ ∙ ∙ ∙ ∙ ∙ ∙ ∙ ∙ ∙ ∙ ∙ ∙ ∙ ∙ ∙ ∙ ∙ ∙ ∙ ∙ ∙ ∙ ∙ ∙ ∙ ∙ ∙ ∙ ∙ ∙ ∙ ∙ ∙ ∙ ∙ ∙ ∙ ∙ ∙ ∙ ∙ ∙ ∙ ∙ ∙ ∙ ∙ ∙ ∙ ∙ ∙ ∙ ∙ ∙ ∙ ∙ ∙ ∙ ∙ ∙ ∙ ∙ ∙ ∙ ∙ ∙ ∙ ∙ ∙ ∙ ∙ ∙ ∙ ∙ ∙ ∙ ∙ ∙ ∙ ∙ ∙ ∙ ∙ ∙ ∙ ∙ ∙ ∙ ∙ ∙ ∙ ∙ ∙ ∙ ∙ ∙ ∙ ∙ ∙ ∙ ∙ ∙ ∙ ∙ ∙ ∙ ∙ ∙ ∙ ∙ ∙ ∙ ∙ ∙ ∙ ∙ ∙ ∙ ∙ ∙ ∙ ∙ ∙ ∙ ∙ ∙ ∙ ∙ ∙ ∙ ∙ ∙ ∙ ∙ ∙ ∙ ∙ ∙ ∙ ∙ ∙ ∙ ∙ ∙ ∙ ∙ ∙ ∙ ∙ ∙ ∙ ∙ ∙ ∙ ∙ ∙ ∙ ∙ ∙ ∙ ∙ ∙ ∙ ∙ ∙ ∙ ∙ ∙ ∙ ∙ ∙ ∙ ∙ ∙ ∙ ∙ ∙ ∙ ∙ ∙ ∙ ∙ ∙ [236,575,343,747]
article-headline: عملية امنية . تتمة [349,53,461,68]
article-headline: خبرة الطيار . تتمة [232,998,343,1013]
article-headline: الاطرش ببحث . تتمة [349,1640,461,1655]
column-4 [227,50,343,1265]
article-headline: تحت شعار . تتمة [349,1259,461,1274]
article-headline: نيل شعث . تتمة [467,867,580,882]
article-headline: انشاء نطاق . تتمة [19,439,225,454]
article-headline: بدء المفاوضات . تتمة [349,588,461,603]
article-headline: مقاعد برلمانية . تتمة [467,363,580,378]
article-body-filler: ∙ ∙ ∙ ∙ ∙ ∙ ∙ ∙ ∙ ∙ ∙ ∙ ∙ ∙ ∙ ∙ ∙ ∙ ∙ ∙ ∙ ∙ ∙ ∙ ∙ ∙ ∙ ∙ ∙ ∙ ∙ ∙ ∙ ∙ ∙ ∙ ∙ ∙ ∙ ∙ ∙ ∙ ∙ ∙ ∙ ∙ ∙ ∙ ∙ ∙ ∙ ∙ ∙ ∙ ∙ ∙ ∙ ∙ ∙ ∙ ∙ ∙ ∙ ∙ ∙ ∙ ∙ ∙ ∙ ∙ ∙ ∙ ∙ ∙ ∙ ∙ ∙ ∙ ∙ ∙ ∙ ∙ ∙ ∙ ∙ ∙ ∙ ∙ ∙ ∙ ∙ ∙ ∙ ∙ ∙ ∙ ∙ ∙ ∙ ∙ ∙ ∙ ∙ ∙ ∙ ∙ ∙ ∙ ∙ ∙ ∙ ∙ ∙ ∙ ∙ ∙ ∙ ∙ ∙ ∙ ∙ ∙ ∙ ∙ ∙ ∙ ∙ ∙ ∙ ∙ ∙ ∙ ∙ ∙ ∙ ∙ ∙ ∙ ∙ ∙ ∙ ∙ ∙ ∙ ∙ ∙ ∙ ∙ ∙ ∙ ∙ ∙ ∙ ∙ ∙ ∙ ∙ ∙ ∙ ∙ ∙ ∙ ∙ ∙ ∙ ∙ ∙ ∙ ∙ ∙ ∙ ∙ ∙ ∙ ∙ ∙ ∙ ∙ ∙ ∙ ∙ ∙ ∙ ∙ ∙ ∙ ∙ ∙ ∙ ∙ ∙ ∙ ∙ ∙ ∙ ∙ ∙ ∙ ∙ ∙ ∙ ∙ ∙ ∙ ∙ ∙ ∙ ∙ ∙ ∙ ∙ ∙ ∙ ∙ ∙ ∙ ∙ ∙ ∙ ∙ ∙ ∙ ∙ ∙ ∙ ∙ ∙ ∙ ∙ ∙ ∙ ∙ ∙ ∙ ∙ ∙ ∙ ∙ ∙ ∙ ∙ ∙ ∙ ∙ ∙ ∙ ∙ ∙ ∙ ∙ ∙ ∙ ∙ ∙ ∙ ∙ ∙ ∙ ∙ ∙ ∙ ∙ ∙ ∙ ∙ ∙ ∙ ∙ ∙ ∙ ∙ ∙ ∙ ∙ ∙ ∙ ∙ ∙ ∙ ∙ ∙ ∙ ∙ ∙ ∙ ∙ [587,644,687,854]
article-body-filler: ∙ ∙ ∙ ∙ ∙ ∙ ∙ ∙ ∙ ∙ ∙ ∙ ∙ ∙ ∙ ∙ ∙ ∙ ∙ ∙ ∙ ∙ ∙ ∙ ∙ ∙ ∙ ∙ ∙ ∙ ∙ ∙ ∙ ∙ ∙ ∙ ∙ ∙ ∙ ∙ ∙ ∙ ∙ ∙ ∙ ∙ ∙ ∙ ∙ ∙ ∙ ∙ ∙ ∙ ∙ ∙ ∙ ∙ ∙ ∙ ∙ ∙ ∙ ∙ ∙ ∙ ∙ ∙ ∙ ∙ ∙ ∙ ∙ ∙ ∙ ∙ ∙ ∙ ∙ ∙ ∙ ∙ ∙ ∙ ∙ ∙ ∙ ∙ ∙ ∙ ∙ ∙ ∙ ∙ ∙ ∙ ∙ ∙ ∙ ∙ ∙ ∙ ∙ ∙ ∙ ∙ ∙ ∙ ∙ ∙ ∙ ∙ ∙ ∙ ∙ ∙ ∙ ∙ ∙ ∙ ∙ ∙ ∙ ∙ ∙ ∙ ∙ ∙ ∙ ∙ ∙ ∙ ∙ ∙ ∙ ∙ ∙ ∙ ∙ ∙ ∙ ∙ ∙ ∙ ∙ ∙ ∙ ∙ ∙ ∙ ∙ ∙ ∙ ∙ ∙ ∙ ∙ ∙ ∙ ∙ ∙ ∙ ∙ ∙ ∙ ∙ ∙ ∙ ∙ ∙ ∙ ∙ ∙ ∙ ∙ ∙ ∙ ∙ ∙ ∙ ∙ ∙ [354,1276,461,1410]
article-headline: سفير فلسطين بروي . تتمة [349,2144,461,2172]
article-body-filler: ∙ ∙ ∙ ∙ ∙ ∙ ∙ ∙ ∙ ∙ ∙ ∙ ∙ ∙ ∙ ∙ ∙ ∙ ∙ ∙ ∙ ∙ ∙ ∙ ∙ ∙ ∙ ∙ ∙ ∙ ∙ ∙ ∙ ∙ ∙ ∙ ∙ ∙ ∙ ∙ ∙ ∙ ∙ ∙ ∙ ∙ ∙ ∙ ∙ ∙ ∙ ∙ ∙ ∙ ∙ ∙ ∙ ∙ ∙ ∙ ∙ ∙ ∙ ∙ ∙ ∙ ∙ ∙ ∙ ∙ ∙ ∙ ∙ ∙ ∙ ∙ ∙ ∙ ∙ ∙ ∙ ∙ ∙ ∙ ∙ ∙ ∙ ∙ ∙ ∙ ∙ ∙ ∙ ∙ ∙ ∙ ∙ ∙ ∙ ∙ ∙ ∙ ∙ ∙ ∙ ∙ ∙ ∙ ∙ ∙ ∙ ∙ ∙ ∙ ∙ ∙ ∙ ∙ ∙ ∙ ∙ ∙ ∙ ∙ ∙ ∙ ∙ ∙ ∙ ∙ ∙ ∙ ∙ ∙ ∙ ∙ ∙ ∙ ∙ ∙ ∙ ∙ ∙ ∙ ∙ ∙ ∙ ∙ ∙ ∙ ∙ ∙ ∙ ∙ ∙ ∙ ∙ ∙ ∙ ∙ ∙ ∙ ∙ ∙ ∙ ∙ ∙ ∙ ∙ ∙ ∙ ∙ ∙ ∙ ∙ ∙ ∙ ∙ ∙ ∙ ∙ ∙ ∙ ∙ ∙ ∙ ∙ ∙ ∙ ∙ ∙ ∙ ∙ ∙ ∙ ∙ ∙ ∙ ∙ ∙ ∙ ∙ ∙ ∙ ∙ ∙ ∙ ∙ ∙ ∙ ∙ ∙ ∙ ∙ ∙ ∙ ∙ ∙ ∙ ∙ ∙ ∙ ∙ ∙ ∙ ∙ ∙ ∙ ∙ ∙ ∙ ∙ ∙ ∙ ∙ ∙ ∙ ∙ ∙ ∙ ∙ ∙ ∙ ∙ ∙ ∙ ∙ ∙ ∙ ∙ ∙ ∙ ∙ ∙ ∙ ∙ ∙ ∙ ∙ ∙ ∙ ∙ ∙ ∙ ∙ ∙ ∙ ∙ ∙ ∙ ∙ ∙ ∙ ∙ ∙ ∙ ∙ ∙ ∙ ∙ ∙ ∙ ∙ ∙ ∙ ∙ [354,1657,461,1867]
boxed-article [19,226,225,433]
page-label: الصفحة السابعة [136,22,202,33]
article-body-filler: ∙ ∙ ∙ ∙ ∙ ∙ ∙ ∙ ∙ ∙ ∙ ∙ ∙ ∙ ∙ ∙ ∙ ∙ ∙ ∙ ∙ ∙ ∙ ∙ ∙ ∙ ∙ ∙ ∙ ∙ ∙ ∙ ∙ ∙ ∙ ∙ ∙ ∙ ∙ ∙ ∙ ∙ ∙ ∙ ∙ ∙ ∙ ∙ ∙ ∙ ∙ ∙ ∙ ∙ ∙ ∙ ∙ ∙ ∙ ∙ ∙ ∙ ∙ ∙ ∙ ∙ ∙ ∙ ∙ ∙ ∙ ∙ ∙ ∙ ∙ ∙ ∙ ∙ ∙ ∙ ∙ ∙ ∙ ∙ ∙ ∙ ∙ ∙ ∙ ∙ ∙ ∙ ∙ ∙ ∙ ∙ ∙ ∙ ∙ ∙ ∙ ∙ ∙ ∙ ∙ ∙ ∙ ∙ ∙ ∙ ∙ ∙ ∙ ∙ ∙ ∙ ∙ ∙ ∙ ∙ ∙ ∙ ∙ ∙ ∙ ∙ ∙ ∙ ∙ ∙ ∙ ∙ ∙ ∙ ∙ ∙ ∙ ∙ ∙ ∙ ∙ ∙ ∙ ∙ ∙ ∙ ∙ ∙ ∙ ∙ ∙ ∙ ∙ ∙ ∙ ∙ ∙ ∙ ∙ ∙ ∙ ∙ ∙ ∙ ∙ ∙ ∙ ∙ ∙ ∙ ∙ ∙ ∙ ∙ ∙ ∙ ∙ ∙ ∙ ∙ ∙ ∙ ∙ ∙ ∙ ∙ ∙ ∙ ∙ ∙ ∙ ∙ ∙ ∙ ∙ ∙ ∙ ∙ ∙ ∙ ∙ ∙ ∙ ∙ ∙ ∙ ∙ ∙ ∙ ∙ ∙ ∙ ∙ ∙ ∙ ∙ ∙ ∙ ∙ ∙ ∙ ∙ ∙ ∙ ∙ ∙ ∙ ∙ ∙ ∙ ∙ ∙ ∙ ∙ ∙ ∙ ∙ ∙ ∙ ∙ ∙ ∙ ∙ ∙ ∙ ∙ ∙ ∙ ∙ ∙ ∙ ∙ ∙ ∙ ∙ ∙ ∙ ∙ ∙ ∙ ∙ ∙ ∙ ∙ ∙ ∙ ∙ ∙ ∙ ∙ ∙ ∙ ∙ ∙ ∙ ∙ ∙ ∙ ∙ ∙ ∙ ∙ ∙ ∙ ∙ ∙ ∙ ∙ ∙ ∙ ∙ ∙ ∙ ∙ ∙ ∙ ∙ ∙ ∙ ∙ ∙ ∙ ∙ ∙ ∙ ∙ ∙ ∙ ∙ ∙ ∙ ∙ ∙ ∙ ∙ ∙ ∙ ∙ ∙ ∙ ∙ ∙ ∙ ∙ ∙ ∙ ∙ ∙ ∙ ∙ ∙ ∙ ∙ ∙ ∙ ∙ ∙ ∙ ∙ ∙ ∙ ∙ ∙ ∙ ∙ ∙ ∙ ∙ ∙ ∙ ∙ ∙ ∙ ∙ ∙ ∙ ∙ ∙ ∙ ∙ ∙ ∙ ∙ ∙ ∙ ∙ ∙ ∙ ∙ ∙ ∙ ∙ ∙ ∙ ∙ ∙ ∙ ∙ ∙ ∙ ∙ ∙ ∙ ∙ ∙ ∙ ∙ ∙ ∙ ∙ [354,2175,461,2462]
issue-date: الأربعاء ١٩٩٥/٦/٢٨ [14,22,103,33]
article-headline-training: مشاريع لتدريب ثالثة في خل اسلطة الفلسطينية [353,1423,457,1451]
column-3 [344,50,461,2462]
article-body-filler: ∙ ∙ ∙ ∙ ∙ ∙ ∙ ∙ ∙ ∙ ∙ ∙ ∙ ∙ ∙ ∙ ∙ ∙ ∙ ∙ ∙ ∙ ∙ ∙ ∙ ∙ ∙ ∙ ∙ ∙ ∙ ∙ ∙ ∙ ∙ ∙ ∙ ∙ ∙ ∙ ∙ ∙ ∙ ∙ ∙ ∙ ∙ ∙ ∙ ∙ ∙ ∙ ∙ ∙ ∙ ∙ ∙ ∙ ∙ ∙ ∙ ∙ ∙ ∙ ∙ ∙ ∙ ∙ ∙ ∙ ∙ ∙ ∙ ∙ ∙ ∙ ∙ ∙ ∙ ∙ ∙ ∙ ∙ ∙ ∙ ∙ ∙ ∙ ∙ ∙ ∙ ∙ ∙ ∙ ∙ ∙ ∙ ∙ ∙ ∙ ∙ ∙ ∙ ∙ ∙ ∙ ∙ ∙ ∙ ∙ ∙ ∙ ∙ ∙ ∙ ∙ ∙ ∙ ∙ ∙ ∙ ∙ ∙ ∙ ∙ ∙ ∙ ∙ ∙ ∙ ∙ ∙ ∙ ∙ ∙ ∙ ∙ ∙ ∙ ∙ ∙ ∙ ∙ ∙ ∙ ∙ ∙ ∙ ∙ ∙ ∙ ∙ ∙ ∙ ∙ ∙ ∙ ∙ ∙ ∙ ∙ ∙ ∙ ∙ ∙ ∙ ∙ ∙ ∙ ∙ ∙ ∙ ∙ ∙ ∙ ∙ ∙ ∙ ∙ ∙ ∙ ∙ ∙ ∙ ∙ ∙ ∙ ∙ ∙ ∙ ∙ ∙ ∙ ∙ ∙ ∙ ∙ ∙ ∙ ∙ ∙ ∙ ∙ ∙ ∙ ∙ ∙ ∙ ∙ ∙ ∙ ∙ ∙ ∙ ∙ ∙ ∙ ∙ ∙ ∙ ∙ ∙ ∙ ∙ ∙ ∙ ∙ ∙ ∙ ∙ ∙ ∙ ∙ ∙ [357,1453,457,1625]
article-headline: مؤسسة الارض والدية . تتمة [232,752,343,780]
paper-logo-title: النهار [606,58,662,88]
article-headline-prisoners: الاسرى يطالبون . تتمة [581,431,687,446]
article-body-filler: ∙ ∙ ∙ ∙ ∙ ∙ ∙ ∙ ∙ ∙ ∙ ∙ ∙ ∙ ∙ ∙ ∙ ∙ ∙ ∙ ∙ ∙ ∙ ∙ ∙ ∙ ∙ ∙ ∙ ∙ ∙ ∙ ∙ ∙ ∙ ∙ ∙ ∙ ∙ ∙ ∙ ∙ ∙ ∙ ∙ ∙ ∙ ∙ ∙ ∙ ∙ ∙ ∙ ∙ ∙ ∙ ∙ ∙ ∙ ∙ ∙ ∙ ∙ ∙ ∙ ∙ ∙ ∙ ∙ ∙ ∙ ∙ ∙ ∙ ∙ ∙ ∙ ∙ ∙ ∙ ∙ ∙ ∙ ∙ ∙ ∙ ∙ ∙ ∙ ∙ ∙ ∙ ∙ ∙ ∙ ∙ ∙ ∙ ∙ ∙ ∙ ∙ ∙ ∙ ∙ ∙ ∙ ∙ ∙ ∙ ∙ ∙ ∙ ∙ ∙ ∙ ∙ ∙ ∙ ∙ ∙ ∙ ∙ ∙ ∙ ∙ ∙ ∙ ∙ ∙ ∙ ∙ ∙ ∙ ∙ ∙ ∙ ∙ ∙ ∙ ∙ ∙ ∙ ∙ ∙ ∙ ∙ ∙ ∙ ∙ ∙ ∙ ∙ ∙ ∙ ∙ ∙ ∙ ∙ ∙ ∙ ∙ ∙ ∙ ∙ ∙ ∙ ∙ ∙ ∙ ∙ ∙ ∙ ∙ ∙ ∙ ∙ ∙ ∙ ∙ ∙ ∙ ∙ ∙ ∙ ∙ ∙ ∙ ∙ ∙ ∙ ∙ ∙ ∙ ∙ ∙ ∙ ∙ ∙ ∙ ∙ ∙ ∙ ∙ ∙ ∙ ∙ ∙ ∙ ∙ ∙ ∙ ∙ ∙ ∙ ∙ ∙ ∙ ∙ ∙ ∙ ∙ ∙ ∙ ∙ ∙ ∙ ∙ ∙ ∙ ∙ ∙ ∙ ∙ [473,885,580,1057]
paper-logo-info: يصدرها ويرأس تحريرها [595,108,673,117]
hadith-header [19,50,225,72]
article-headline: معسكر العمليات . تتمة [232,558,343,573]
article-body-filler: ∙ ∙ ∙ ∙ ∙ ∙ ∙ ∙ ∙ ∙ ∙ ∙ ∙ ∙ ∙ ∙ ∙ ∙ ∙ ∙ ∙ ∙ ∙ ∙ ∙ ∙ ∙ ∙ ∙ ∙ ∙ ∙ ∙ ∙ ∙ ∙ ∙ ∙ ∙ ∙ ∙ ∙ ∙ ∙ ∙ ∙ ∙ ∙ ∙ ∙ ∙ ∙ ∙ ∙ ∙ ∙ ∙ ∙ ∙ ∙ ∙ ∙ ∙ ∙ ∙ ∙ ∙ ∙ ∙ ∙ ∙ ∙ ∙ ∙ ∙ ∙ ∙ ∙ ∙ ∙ ∙ ∙ ∙ ∙ ∙ ∙ ∙ ∙ ∙ ∙ ∙ ∙ ∙ ∙ ∙ ∙ ∙ ∙ ∙ ∙ ∙ ∙ ∙ ∙ ∙ ∙ ∙ ∙ ∙ ∙ ∙ ∙ ∙ ∙ ∙ ∙ ∙ ∙ ∙ ∙ ∙ ∙ ∙ ∙ ∙ ∙ ∙ ∙ ∙ ∙ ∙ ∙ ∙ ∙ ∙ ∙ ∙ ∙ ∙ ∙ ∙ ∙ ∙ ∙ ∙ ∙ ∙ ∙ ∙ ∙ ∙ ∙ ∙ ∙ ∙ ∙ ∙ ∙ ∙ ∙ ∙ ∙ ∙ ∙ ∙ ∙ ∙ ∙ ∙ ∙ ∙ ∙ ∙ ∙ ∙ ∙ ∙ ∙ ∙ ∙ ∙ ∙ ∙ ∙ ∙ ∙ ∙ ∙ ∙ ∙ ∙ ∙ ∙ ∙ ∙ ∙ ∙ ∙ ∙ ∙ ∙ ∙ ∙ ∙ ∙ ∙ ∙ ∙ ∙ ∙ ∙ ∙ ∙ ∙ ∙ ∙ ∙ ∙ ∙ ∙ ∙ ∙ ∙ ∙ ∙ ∙ ∙ ∙ ∙ ∙ ∙ ∙ ∙ ∙ ∙ ∙ ∙ ∙ ∙ ∙ ∙ ∙ ∙ ∙ ∙ ∙ ∙ ∙ ∙ ∙ ∙ ∙ ∙ ∙ ∙ ∙ ∙ ∙ ∙ ∙ ∙ ∙ ∙ ∙ ∙ ∙ ∙ ∙ ∙ ∙ ∙ ∙ ∙ ∙ ∙ ∙ ∙ ∙ ∙ ∙ ∙ ∙ ∙ ∙ ∙ ∙ ∙ ∙ ∙ ∙ ∙ ∙ ∙ ∙ ∙ ∙ ∙ ∙ ∙ ∙ ∙ ∙ ∙ ∙ ∙ ∙ ∙ ∙ ∙ ∙ ∙ ∙ ∙ ∙ ∙ ∙ ∙ ∙ ∙ ∙ ∙ ∙ ∙ ∙ ∙ ∙ ∙ ∙ ∙ ∙ ∙ ∙ ∙ ∙ ∙ ∙ ∙ ∙ ∙ ∙ ∙ ∙ ∙ ∙ ∙ ∙ ∙ ∙ ∙ ∙ ∙ ∙ ∙ ∙ ∙ ∙ ∙ ∙ ∙ ∙ ∙ ∙ ∙ ∙ ∙ ∙ ∙ ∙ ∙ ∙ ∙ ∙ ∙ ∙ ∙ ∙ ∙ ∙ ∙ ∙ ∙ ∙ ∙ ∙ ∙ ∙ ∙ ∙ ∙ ∙ ∙ ∙ ∙ ∙ ∙ ∙ ∙ ∙ ∙ ∙ ∙ ∙ ∙ ∙ ∙ ∙ ∙ ∙ ∙ ∙ ∙ ∙ ∙ ∙ ∙ ∙ ∙ ∙ ∙ ∙ ∙ ∙ ∙ ∙ ∙ ∙ ∙ ∙ ∙ ∙ ∙ ∙ ∙ ∙ ∙ ∙ ∙ ∙ ∙ ∙ ∙ ∙ [46,262,221,425]
article-body-filler: ∙ ∙ ∙ ∙ ∙ ∙ ∙ ∙ ∙ ∙ ∙ ∙ ∙ ∙ ∙ ∙ ∙ ∙ ∙ ∙ ∙ ∙ ∙ ∙ ∙ ∙ ∙ ∙ ∙ ∙ ∙ ∙ ∙ ∙ ∙ ∙ ∙ ∙ ∙ ∙ ∙ ∙ ∙ ∙ ∙ ∙ ∙ ∙ ∙ ∙ ∙ ∙ ∙ ∙ ∙ ∙ ∙ ∙ ∙ ∙ ∙ ∙ ∙ ∙ ∙ ∙ ∙ ∙ ∙ ∙ ∙ ∙ ∙ ∙ ∙ ∙ ∙ ∙ ∙ ∙ ∙ ∙ ∙ ∙ ∙ ∙ ∙ ∙ ∙ ∙ ∙ ∙ ∙ ∙ ∙ ∙ ∙ ∙ ∙ ∙ ∙ ∙ ∙ ∙ ∙ ∙ ∙ ∙ ∙ ∙ ∙ ∙ ∙ ∙ ∙ ∙ ∙ ∙ ∙ ∙ ∙ ∙ ∙ ∙ ∙ ∙ ∙ ∙ ∙ ∙ ∙ ∙ ∙ ∙ ∙ ∙ ∙ ∙ ∙ ∙ ∙ ∙ ∙ ∙ ∙ ∙ ∙ ∙ ∙ ∙ ∙ ∙ ∙ ∙ ∙ ∙ ∙ ∙ ∙ ∙ ∙ ∙ ∙ ∙ ∙ ∙ ∙ ∙ ∙ ∙ ∙ ∙ ∙ ∙ ∙ ∙ ∙ ∙ ∙ ∙ ∙ ∙ ∙ ∙ ∙ ∙ ∙ ∙ ∙ ∙ ∙ ∙ ∙ ∙ ∙ ∙ ∙ ∙ ∙ ∙ ∙ ∙ ∙ ∙ ∙ ∙ ∙ ∙ ∙ ∙ ∙ ∙ ∙ ∙ ∙ ∙ ∙ ∙ ∙ ∙ ∙ ∙ ∙ ∙ ∙ ∙ ∙ ∙ ∙ ∙ ∙ ∙ ∙ ∙ ∙ ∙ ∙ ∙ ∙ ∙ ∙ ∙ ∙ ∙ ∙ ∙ ∙ ∙ ∙ ∙ ∙ ∙ ∙ ∙ ∙ ∙ ∙ ∙ ∙ ∙ ∙ ∙ ∙ ∙ ∙ ∙ ∙ ∙ ∙ ∙ ∙ ∙ ∙ ∙ ∙ ∙ ∙ ∙ ∙ ∙ ∙ ∙ ∙ ∙ ∙ ∙ ∙ ∙ ∙ ∙ ∙ ∙ ∙ ∙ ∙ ∙ ∙ ∙ ∙ ∙ ∙ ∙ ∙ ∙ ∙ ∙ ∙ ∙ ∙ ∙ ∙ ∙ ∙ ∙ ∙ ∙ ∙ ∙ ∙ ∙ ∙ ∙ ∙ ∙ ∙ ∙ ∙ ∙ ∙ ∙ ∙ ∙ ∙ ∙ ∙ ∙ ∙ ∙ ∙ ∙ ∙ ∙ ∙ ∙ ∙ ∙ ∙ ∙ ∙ ∙ ∙ ∙ ∙ ∙ ∙ ∙ ∙ ∙ ∙ ∙ ∙ ∙ ∙ ∙ ∙ ∙ ∙ ∙ ∙ ∙ ∙ ∙ ∙ ∙ ∙ ∙ ∙ ∙ ∙ ∙ ∙ ∙ ∙ ∙ ∙ ∙ ∙ ∙ ∙ ∙ [354,605,461,892]
article-body-filler: ∙ ∙ ∙ ∙ ∙ ∙ ∙ ∙ ∙ ∙ ∙ ∙ ∙ ∙ ∙ ∙ ∙ ∙ ∙ ∙ ∙ ∙ ∙ ∙ ∙ ∙ ∙ ∙ ∙ ∙ ∙ ∙ ∙ ∙ ∙ ∙ ∙ ∙ ∙ ∙ ∙ ∙ ∙ ∙ ∙ ∙ ∙ ∙ ∙ ∙ ∙ ∙ ∙ ∙ ∙ ∙ ∙ ∙ ∙ ∙ ∙ ∙ ∙ ∙ ∙ ∙ ∙ ∙ ∙ ∙ ∙ ∙ ∙ ∙ ∙ ∙ ∙ ∙ ∙ ∙ ∙ ∙ ∙ ∙ ∙ ∙ ∙ ∙ ∙ ∙ ∙ ∙ ∙ ∙ ∙ ∙ ∙ ∙ ∙ ∙ ∙ ∙ ∙ ∙ ∙ ∙ ∙ ∙ ∙ ∙ ∙ ∙ ∙ ∙ ∙ ∙ ∙ ∙ ∙ ∙ ∙ ∙ ∙ ∙ ∙ ∙ ∙ ∙ ∙ ∙ ∙ ∙ ∙ ∙ ∙ ∙ ∙ ∙ ∙ ∙ ∙ ∙ ∙ ∙ ∙ ∙ ∙ ∙ ∙ ∙ ∙ ∙ ∙ ∙ ∙ ∙ ∙ ∙ ∙ ∙ ∙ ∙ ∙ ∙ ∙ ∙ ∙ ∙ ∙ ∙ ∙ ∙ ∙ ∙ ∙ ∙ ∙ ∙ ∙ ∙ ∙ ∙ ∙ ∙ ∙ ∙ ∙ ∙ ∙ ∙ ∙ ∙ ∙ ∙ ∙ ∙ ∙ ∙ ∙ ∙ ∙ ∙ ∙ ∙ ∙ ∙ ∙ ∙ ∙ ∙ ∙ ∙ ∙ ∙ ∙ ∙ ∙ ∙ ∙ ∙ ∙ ∙ ∙ ∙ ∙ ∙ ∙ ∙ ∙ ∙ ∙ ∙ ∙ ∙ ∙ ∙ ∙ ∙ ∙ ∙ ∙ ∙ ∙ ∙ ∙ ∙ ∙ ∙ ∙ ∙ ∙ ∙ ∙ ∙ ∙ ∙ ∙ ∙ ∙ ∙ ∙ ∙ ∙ ∙ ∙ ∙ ∙ ∙ ∙ ∙ ∙ ∙ ∙ ∙ ∙ ∙ ∙ ∙ ∙ ∙ ∙ ∙ ∙ ∙ ∙ ∙ ∙ ∙ ∙ ∙ ∙ ∙ ∙ ∙ ∙ ∙ ∙ ∙ ∙ ∙ ∙ ∙ ∙ ∙ ∙ ∙ ∙ ∙ ∙ ∙ ∙ ∙ ∙ ∙ ∙ ∙ ∙ ∙ ∙ ∙ ∙ ∙ ∙ ∙ ∙ ∙ ∙ ∙ ∙ ∙ ∙ ∙ ∙ ∙ ∙ ∙ ∙ ∙ ∙ ∙ ∙ ∙ ∙ ∙ ∙ ∙ ∙ ∙ ∙ ∙ ∙ ∙ ∙ ∙ ∙ ∙ ∙ ∙ ∙ ∙ ∙ ∙ ∙ ∙ ∙ ∙ ∙ ∙ ∙ ∙ ∙ ∙ ∙ ∙ ∙ ∙ ∙ ∙ ∙ ∙ ∙ ∙ ∙ ∙ ∙ ∙ ∙ ∙ ∙ ∙ [473,71,580,358]
article-body-filler: ∙ ∙ ∙ ∙ ∙ ∙ ∙ ∙ ∙ ∙ ∙ ∙ ∙ ∙ ∙ ∙ ∙ ∙ ∙ ∙ ∙ ∙ ∙ ∙ ∙ ∙ ∙ ∙ ∙ ∙ ∙ ∙ ∙ ∙ ∙ ∙ ∙ ∙ ∙ ∙ ∙ ∙ ∙ ∙ ∙ ∙ ∙ ∙ ∙ ∙ ∙ ∙ ∙ ∙ ∙ ∙ ∙ ∙ ∙ ∙ ∙ ∙ ∙ ∙ ∙ ∙ ∙ ∙ ∙ ∙ ∙ ∙ ∙ ∙ ∙ ∙ ∙ ∙ ∙ ∙ ∙ ∙ ∙ ∙ ∙ ∙ ∙ ∙ ∙ ∙ ∙ ∙ ∙ ∙ ∙ ∙ ∙ ∙ ∙ ∙ ∙ ∙ ∙ ∙ ∙ ∙ ∙ ∙ ∙ ∙ ∙ ∙ ∙ ∙ ∙ ∙ ∙ ∙ ∙ ∙ ∙ ∙ ∙ ∙ ∙ ∙ ∙ ∙ ∙ ∙ ∙ ∙ ∙ ∙ ∙ ∙ ∙ ∙ ∙ ∙ ∙ ∙ ∙ ∙ ∙ ∙ ∙ ∙ ∙ ∙ ∙ ∙ ∙ ∙ ∙ ∙ ∙ ∙ ∙ ∙ ∙ ∙ ∙ ∙ ∙ ∙ ∙ ∙ ∙ ∙ ∙ ∙ ∙ ∙ ∙ ∙ ∙ ∙ ∙ ∙ ∙ ∙ ∙ ∙ ∙ ∙ ∙ ∙ ∙ ∙ ∙ ∙ ∙ ∙ ∙ ∙ ∙ ∙ ∙ ∙ ∙ ∙ ∙ ∙ ∙ ∙ ∙ ∙ ∙ ∙ ∙ ∙ ∙ ∙ ∙ ∙ ∙ ∙ ∙ ∙ ∙ ∙ ∙ ∙ ∙ ∙ ∙ ∙ ∙ ∙ ∙ ∙ ∙ ∙ ∙ ∙ ∙ ∙ ∙ ∙ ∙ ∙ ∙ ∙ ∙ ∙ ∙ ∙ ∙ ∙ ∙ ∙ ∙ ∙ ∙ ∙ ∙ ∙ ∙ ∙ ∙ ∙ ∙ ∙ ∙ ∙ ∙ ∙ ∙ ∙ ∙ ∙ ∙ ∙ ∙ ∙ ∙ ∙ ∙ ∙ ∙ ∙ ∙ ∙ ∙ ∙ ∙ ∙ ∙ ∙ ∙ ∙ ∙ ∙ ∙ ∙ ∙ ∙ ∙ ∙ ∙ ∙ ∙ ∙ ∙ ∙ ∙ ∙ ∙ ∙ ∙ ∙ ∙ ∙ ∙ ∙ ∙ ∙ ∙ ∙ ∙ ∙ ∙ ∙ ∙ ∙ ∙ ∙ ∙ ∙ ∙ ∙ ∙ ∙ ∙ ∙ ∙ ∙ ∙ ∙ ∙ ∙ ∙ ∙ ∙ ∙ ∙ ∙ ∙ ∙ ∙ ∙ ∙ ∙ ∙ ∙ ∙ ∙ ∙ ∙ ∙ ∙ ∙ ∙ ∙ ∙ ∙ ∙ ∙ ∙ ∙ ∙ ∙ ∙ ∙ ∙ ∙ ∙ ∙ ∙ ∙ ∙ ∙ ∙ ∙ ∙ ∙ ∙ ∙ ∙ ∙ ∙ ∙ ∙ ∙ ∙ ∙ ∙ ∙ ∙ ∙ ∙ ∙ ∙ ∙ ∙ ∙ ∙ ∙ ∙ ∙ ∙ ∙ ∙ ∙ ∙ ∙ ∙ ∙ ∙ ∙ ∙ ∙ ∙ ∙ ∙ ∙ ∙ ∙ ∙ ∙ ∙ ∙ ∙ ∙ ∙ ∙ ∙ ∙ ∙ ∙ ∙ [354,928,461,1253]
boxed-headline-banner: إشاعة وإطلاق رأيهم [581,626,687,640]
sunrise-emblem-icon [597,223,675,262]
paper-logo-phones: تلفون ٨٩٥٤٣٢ [610,164,658,173]
paper-logo-tagline: جريدة يومية سياسية [600,93,668,102]
